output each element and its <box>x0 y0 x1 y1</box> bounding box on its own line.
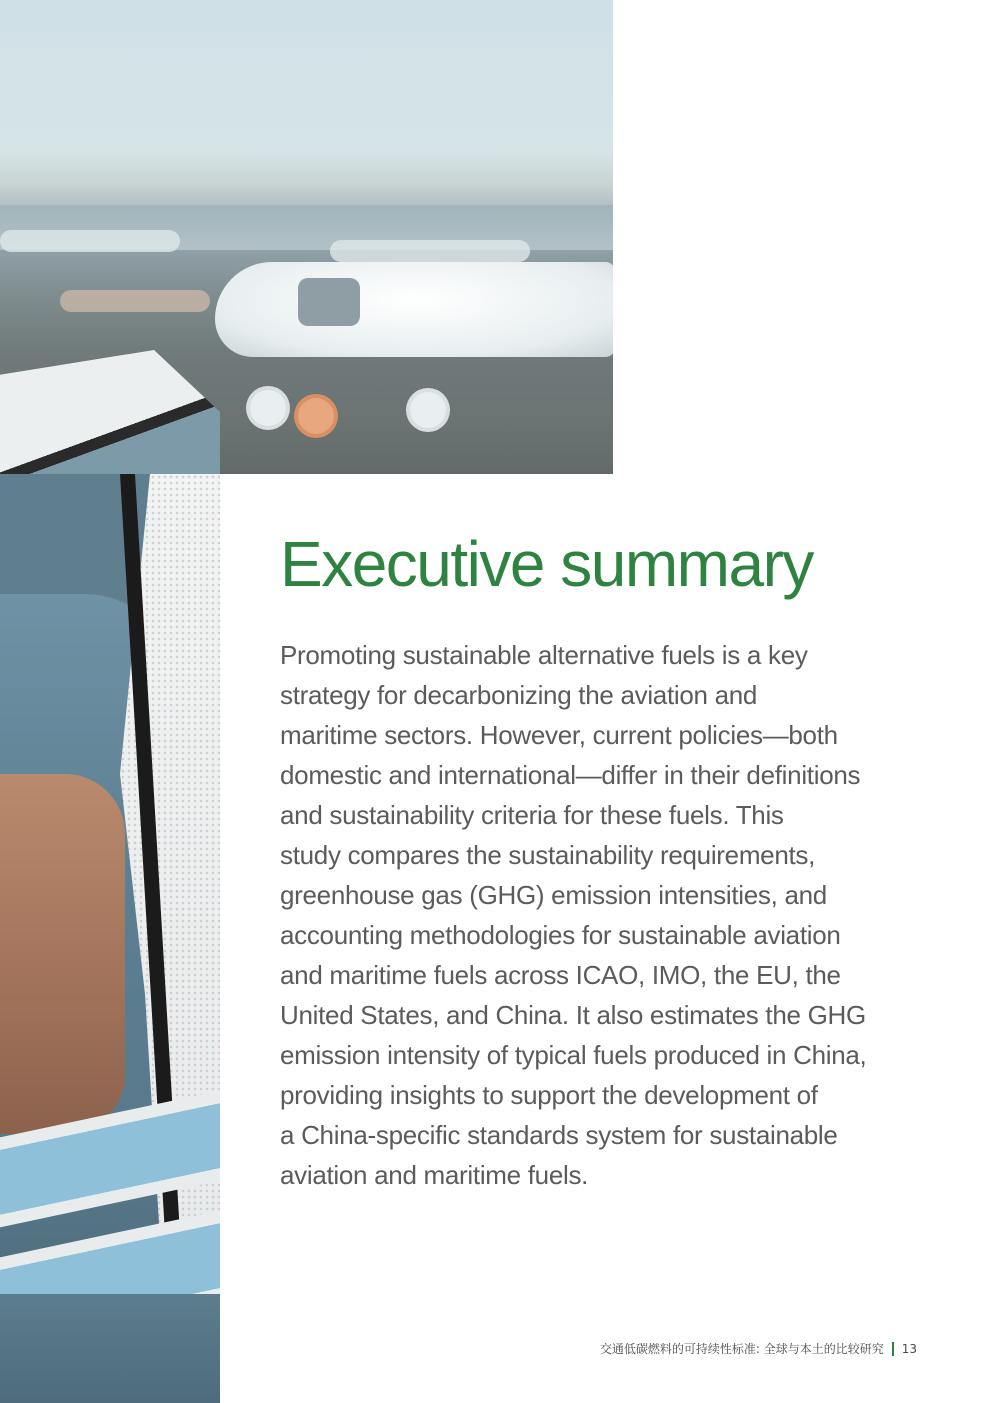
paragraph-line: Promoting sustainable alternative fuels is a key <box>280 640 808 670</box>
photo-background-aircraft <box>60 290 210 312</box>
photo-background-aircraft <box>330 240 530 262</box>
photo-aircraft-wheel <box>410 392 446 428</box>
paragraph-line: a China-specific standards system for sustainable <box>280 1120 838 1150</box>
photo-worker-shirt <box>0 1294 220 1403</box>
photo-aircraft <box>215 262 613 357</box>
paragraph-line: maritime sectors. However, current policies—both <box>280 720 838 750</box>
paragraph-line: emission intensity of typical fuels produced in China, <box>280 1040 867 1070</box>
cover-photo-worker <box>0 474 220 1403</box>
photo-worker-vest <box>0 350 220 474</box>
cover-photo-airfield <box>0 0 613 474</box>
paragraph-line: greenhouse gas (GHG) emission intensities, and <box>280 880 827 910</box>
page-number: 13 <box>901 1342 917 1356</box>
photo-background-aircraft <box>0 230 180 252</box>
photo-aircraft-wheel <box>250 390 286 426</box>
footer-divider <box>892 1342 894 1356</box>
paragraph-line: accounting methodologies for sustainable aviation <box>280 920 841 950</box>
paragraph-line: and maritime fuels across ICAO, IMO, the EU, the <box>280 960 841 990</box>
paragraph-line: aviation and maritime fuels. <box>280 1160 589 1190</box>
paragraph-line: and sustainability criteria for these fuels. This <box>280 800 784 830</box>
paragraph-line: strategy for decarbonizing the aviation and <box>280 680 758 710</box>
photo-aircraft-cockpit <box>298 278 360 326</box>
page-footer <box>600 1340 917 1358</box>
section-heading: Executive summary <box>280 528 813 600</box>
paragraph-line: domestic and international—differ in their definitions <box>280 760 861 790</box>
photo-worker-arm <box>0 774 125 1134</box>
footer-report-title: 交通低碳燃料的可持续性标准: 全球与本土的比较研究 <box>599 1342 884 1356</box>
summary-paragraph <box>280 635 920 1195</box>
photo-aircraft-wheel <box>298 398 334 434</box>
paragraph-line: study compares the sustainability requirements, <box>280 840 816 870</box>
paragraph-line: providing insights to support the development of <box>280 1080 818 1110</box>
paragraph-line: United States, and China. It also estimates the GHG <box>280 1000 866 1030</box>
